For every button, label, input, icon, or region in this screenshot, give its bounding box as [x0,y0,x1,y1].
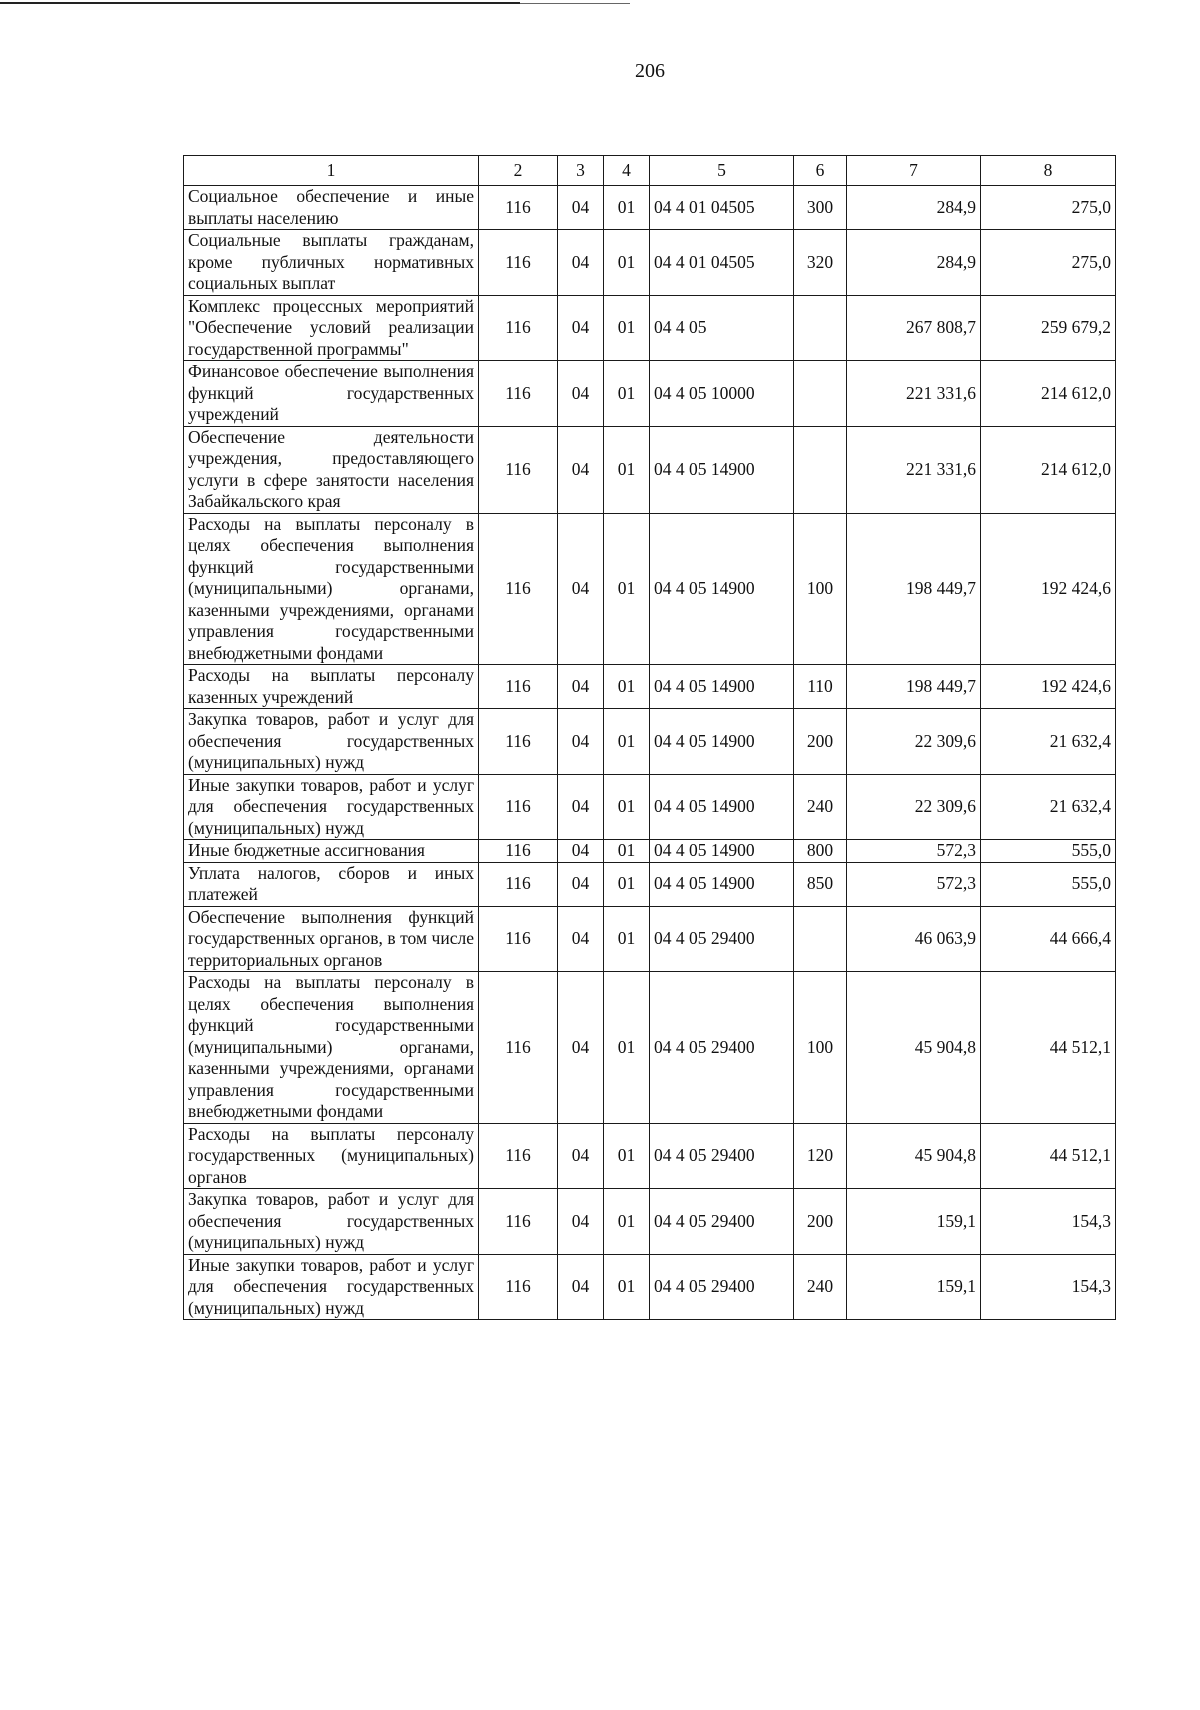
cell-target-article: 04 4 05 29400 [650,1254,794,1320]
table-row [184,186,1116,230]
cell-expense-type: 240 [794,1254,847,1320]
table-row [184,906,1116,972]
cell-subsection: 01 [604,906,650,972]
page-top-rule [0,2,520,4]
table-row [184,862,1116,906]
table-row [184,774,1116,840]
budget-table [183,155,1116,1320]
cell-target-article: 04 4 05 29400 [650,972,794,1124]
cell-expense-type: 320 [794,230,847,296]
table-header-row [184,156,1116,186]
cell-amount-year-2: 214 612,0 [981,426,1116,513]
header-col-5: 5 [650,156,794,186]
cell-target-article: 04 4 05 29400 [650,906,794,972]
cell-ministry-code: 116 [479,295,558,361]
cell-amount-year-1: 198 449,7 [847,513,981,665]
cell-ministry-code: 116 [479,862,558,906]
table-row [184,426,1116,513]
table-row [184,1123,1116,1189]
table-row [184,230,1116,296]
cell-expense-name: Закупка товаров, работ и услуг для обеспечения государственных (муниципальных) нужд [184,709,479,775]
cell-subsection: 01 [604,862,650,906]
cell-section: 04 [558,906,604,972]
cell-ministry-code: 116 [479,709,558,775]
table-body [184,186,1116,1320]
cell-expense-type: 200 [794,1189,847,1255]
cell-amount-year-2: 44 512,1 [981,1123,1116,1189]
cell-target-article: 04 4 05 14900 [650,665,794,709]
cell-section: 04 [558,1254,604,1320]
table-row [184,295,1116,361]
cell-expense-type [794,906,847,972]
cell-target-article: 04 4 05 [650,295,794,361]
cell-section: 04 [558,230,604,296]
cell-expense-name: Комплекс процессных мероприятий "Обеспечение условий реализации государственной программы" [184,295,479,361]
cell-subsection: 01 [604,972,650,1124]
header-col-1: 1 [184,156,479,186]
cell-expense-name: Иные закупки товаров, работ и услуг для обеспечения государственных (муниципальных) нужд [184,1254,479,1320]
cell-amount-year-1: 284,9 [847,230,981,296]
page-number: 206 [635,60,665,82]
cell-target-article: 04 4 05 14900 [650,840,794,863]
cell-section: 04 [558,1123,604,1189]
header-col-6: 6 [794,156,847,186]
header-col-7: 7 [847,156,981,186]
cell-subsection: 01 [604,186,650,230]
cell-amount-year-2: 555,0 [981,840,1116,863]
cell-subsection: 01 [604,230,650,296]
cell-subsection: 01 [604,1189,650,1255]
cell-section: 04 [558,426,604,513]
cell-ministry-code: 116 [479,840,558,863]
table-row [184,513,1116,665]
cell-amount-year-1: 22 309,6 [847,774,981,840]
cell-expense-name: Социальное обеспечение и иные выплаты населению [184,186,479,230]
cell-expense-name: Социальные выплаты гражданам, кроме публичных нормативных социальных выплат [184,230,479,296]
header-col-4: 4 [604,156,650,186]
cell-expense-name: Обеспечение деятельности учреждения, предоставляющего услуги в сфере занятости населения Забайкальского края [184,426,479,513]
cell-subsection: 01 [604,426,650,513]
cell-amount-year-2: 259 679,2 [981,295,1116,361]
cell-target-article: 04 4 05 14900 [650,709,794,775]
cell-section: 04 [558,513,604,665]
cell-amount-year-1: 46 063,9 [847,906,981,972]
cell-subsection: 01 [604,665,650,709]
cell-expense-name: Расходы на выплаты персоналу в целях обеспечения выполнения функций государственными (муниципальными) органами, казенными учреждениями, органами управления государственными внебюджетными фондами [184,972,479,1124]
cell-section: 04 [558,774,604,840]
cell-expense-name: Иные бюджетные ассигнования [184,840,479,863]
cell-section: 04 [558,186,604,230]
cell-expense-name: Расходы на выплаты персоналу государственных (муниципальных) органов [184,1123,479,1189]
cell-target-article: 04 4 05 14900 [650,426,794,513]
cell-expense-type: 100 [794,513,847,665]
table-row [184,361,1116,427]
cell-amount-year-2: 192 424,6 [981,665,1116,709]
table-row [184,1254,1116,1320]
cell-expense-name: Расходы на выплаты персоналу казенных учреждений [184,665,479,709]
cell-subsection: 01 [604,709,650,775]
cell-target-article: 04 4 05 10000 [650,361,794,427]
cell-section: 04 [558,1189,604,1255]
cell-amount-year-1: 221 331,6 [847,361,981,427]
cell-subsection: 01 [604,295,650,361]
table-row [184,1189,1116,1255]
cell-subsection: 01 [604,513,650,665]
cell-section: 04 [558,665,604,709]
cell-expense-name: Иные закупки товаров, работ и услуг для обеспечения государственных (муниципальных) нужд [184,774,479,840]
cell-amount-year-2: 21 632,4 [981,774,1116,840]
cell-amount-year-1: 159,1 [847,1189,981,1255]
cell-amount-year-2: 555,0 [981,862,1116,906]
cell-target-article: 04 4 05 29400 [650,1189,794,1255]
cell-expense-type [794,426,847,513]
cell-expense-type: 200 [794,709,847,775]
cell-expense-type: 800 [794,840,847,863]
cell-ministry-code: 116 [479,513,558,665]
cell-amount-year-2: 154,3 [981,1254,1116,1320]
cell-ministry-code: 116 [479,186,558,230]
cell-expense-name: Обеспечение выполнения функций государственных органов, в том числе территориальных органов [184,906,479,972]
cell-expense-name: Финансовое обеспечение выполнения функций государственных учреждений [184,361,479,427]
cell-ministry-code: 116 [479,665,558,709]
header-col-2: 2 [479,156,558,186]
table-row [184,665,1116,709]
cell-target-article: 04 4 01 04505 [650,230,794,296]
cell-amount-year-1: 284,9 [847,186,981,230]
cell-expense-type: 850 [794,862,847,906]
cell-expense-type: 300 [794,186,847,230]
cell-amount-year-2: 44 512,1 [981,972,1116,1124]
cell-amount-year-2: 214 612,0 [981,361,1116,427]
cell-section: 04 [558,361,604,427]
cell-expense-type: 120 [794,1123,847,1189]
cell-subsection: 01 [604,774,650,840]
cell-section: 04 [558,709,604,775]
cell-ministry-code: 116 [479,361,558,427]
cell-amount-year-2: 275,0 [981,230,1116,296]
cell-expense-name: Расходы на выплаты персоналу в целях обеспечения выполнения функций государственными (муниципальными) органами, казенными учреждениями, органами управления государственными внебюджетными фондами [184,513,479,665]
table-row [184,972,1116,1124]
cell-amount-year-1: 45 904,8 [847,1123,981,1189]
cell-target-article: 04 4 05 14900 [650,774,794,840]
cell-expense-type: 110 [794,665,847,709]
cell-target-article: 04 4 05 29400 [650,1123,794,1189]
cell-expense-name: Закупка товаров, работ и услуг для обеспечения государственных (муниципальных) нужд [184,1189,479,1255]
cell-section: 04 [558,295,604,361]
cell-subsection: 01 [604,1254,650,1320]
cell-expense-type [794,295,847,361]
cell-ministry-code: 116 [479,906,558,972]
cell-expense-name: Уплата налогов, сборов и иных платежей [184,862,479,906]
cell-amount-year-1: 198 449,7 [847,665,981,709]
cell-amount-year-1: 45 904,8 [847,972,981,1124]
header-col-8: 8 [981,156,1116,186]
cell-ministry-code: 116 [479,1189,558,1255]
cell-ministry-code: 116 [479,972,558,1124]
table-row [184,709,1116,775]
cell-subsection: 01 [604,1123,650,1189]
header-col-3: 3 [558,156,604,186]
page-top-rule-faint [520,3,630,4]
cell-target-article: 04 4 05 14900 [650,513,794,665]
cell-ministry-code: 116 [479,426,558,513]
cell-subsection: 01 [604,840,650,863]
cell-ministry-code: 116 [479,774,558,840]
cell-section: 04 [558,862,604,906]
cell-section: 04 [558,972,604,1124]
cell-ministry-code: 116 [479,1254,558,1320]
cell-ministry-code: 116 [479,230,558,296]
cell-expense-type: 240 [794,774,847,840]
cell-amount-year-1: 572,3 [847,862,981,906]
cell-target-article: 04 4 05 14900 [650,862,794,906]
cell-amount-year-1: 267 808,7 [847,295,981,361]
cell-amount-year-2: 21 632,4 [981,709,1116,775]
cell-section: 04 [558,840,604,863]
cell-amount-year-2: 275,0 [981,186,1116,230]
cell-amount-year-1: 221 331,6 [847,426,981,513]
cell-expense-type [794,361,847,427]
cell-amount-year-1: 22 309,6 [847,709,981,775]
cell-target-article: 04 4 01 04505 [650,186,794,230]
cell-amount-year-1: 572,3 [847,840,981,863]
cell-ministry-code: 116 [479,1123,558,1189]
table-row [184,840,1116,863]
cell-amount-year-1: 159,1 [847,1254,981,1320]
cell-expense-type: 100 [794,972,847,1124]
cell-subsection: 01 [604,361,650,427]
cell-amount-year-2: 192 424,6 [981,513,1116,665]
cell-amount-year-2: 154,3 [981,1189,1116,1255]
cell-amount-year-2: 44 666,4 [981,906,1116,972]
